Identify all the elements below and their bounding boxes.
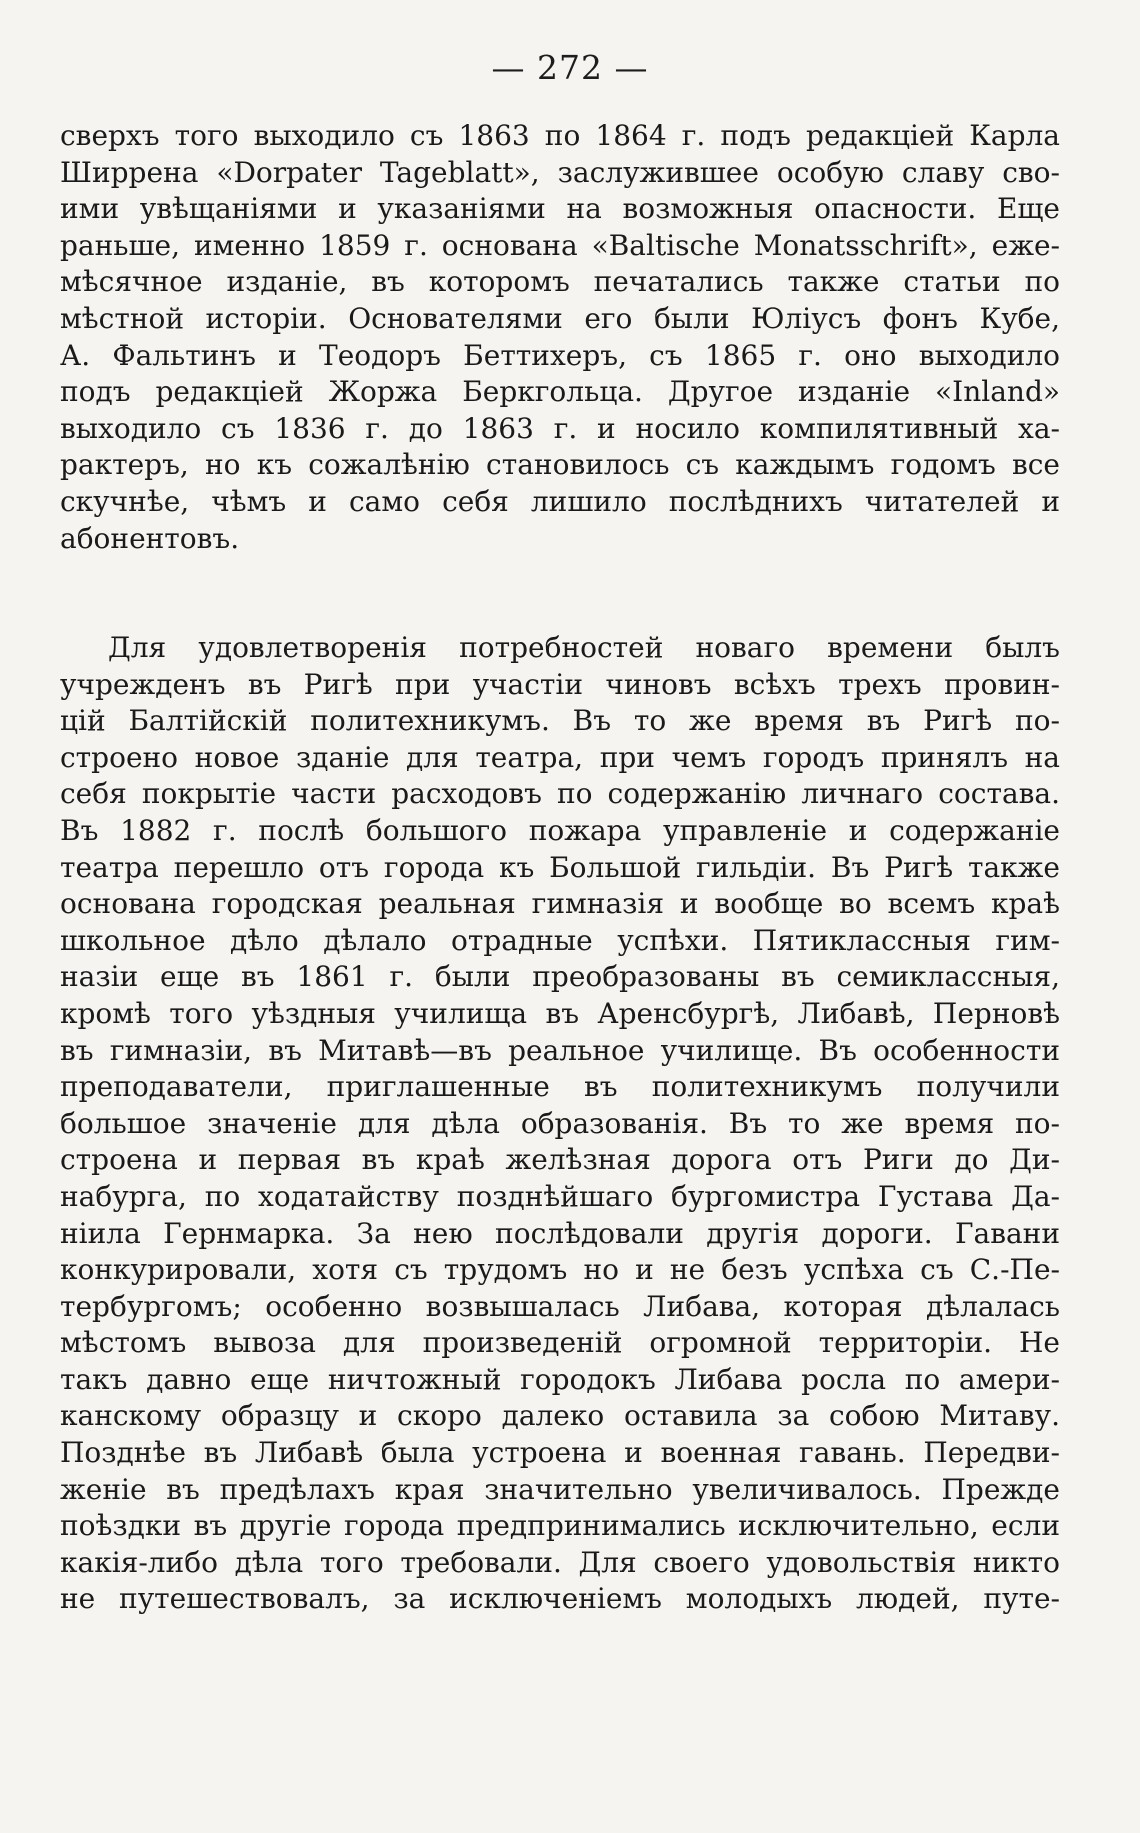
- text-line: мѣстной исторіи. Основателями его были Юліусъ фонъ Кубе,: [60, 301, 1060, 335]
- text-line: строена и первая въ краѣ желѣзная дорога отъ Риги до Ди-: [60, 1143, 1060, 1177]
- text-line: Для удовлетворенія потребностей новаго времени былъ: [108, 631, 1060, 664]
- paragraph-1: [60, 118, 1060, 557]
- text-line: въ гимназіи, въ Митавѣ—въ реальное училище. Въ особенности: [60, 1033, 1060, 1067]
- text-line: А. Фальтинъ и Теодоръ Беттихеръ, съ 1865 г. оно выходило: [60, 338, 1060, 372]
- text-line: преподаватели, приглашенные въ политехникумъ получили: [60, 1070, 1060, 1104]
- text-line: подъ редакціей Жоржа Беркгольца. Другое изданіе «Inland»: [60, 375, 1060, 409]
- text-line: набурга, по ходатайству позднѣйшаго бургомистра Густава Да-: [60, 1179, 1060, 1213]
- page-number: — 272 —: [491, 48, 649, 87]
- text-line: ими увѣщаніями и указаніями на возможныя опасности. Еще: [60, 192, 1060, 226]
- paragraph-2: [60, 630, 1060, 1618]
- text-line: не путешествовалъ, за исключеніемъ молодыхъ людей, путе-: [60, 1582, 1060, 1616]
- text-line: Ширрена «Dorpater Tageblatt», заслужившее особую славу сво-: [60, 155, 1060, 189]
- text-line: школьное дѣло дѣлало отрадные успѣхи. Пятиклассныя гим-: [60, 923, 1060, 957]
- text-line: кромѣ того уѣздныя училища въ Аренсбургѣ, Либавѣ, Перновѣ: [60, 996, 1060, 1030]
- text-line: конкурировали, хотя съ трудомъ но и не безъ успѣха съ С.-Пе-: [60, 1253, 1060, 1287]
- text-line: строено новое зданіе для театра, при чемъ городъ принялъ на: [60, 740, 1060, 774]
- text-line: себя покрытіе части расходовъ по содержанію личнаго состава.: [60, 777, 1060, 811]
- text-line: театра перешло отъ города къ Большой гильдіи. Въ Ригѣ также: [60, 850, 1060, 884]
- text-line: такъ давно еще ничтожный городокъ Либава росла по амери-: [60, 1362, 1060, 1396]
- text-line: цій Балтійскій политехникумъ. Въ то же время въ Ригѣ по-: [60, 704, 1060, 738]
- text-line: выходило съ 1836 г. до 1863 г. и носило компилятивный ха-: [60, 411, 1060, 445]
- text-line: мѣсячное изданіе, въ которомъ печатались также статьи по: [60, 265, 1060, 299]
- text-line: женіе въ предѣлахъ края значительно увеличивалось. Прежде: [60, 1472, 1060, 1506]
- text-line: тербургомъ; особенно возвышалась Либава, которая дѣлалась: [60, 1289, 1060, 1323]
- text-line: какія-либо дѣла того требовали. Для своего удовольствія никто: [60, 1545, 1060, 1579]
- text-line: большое значеніе для дѣла образованія. Въ то же время по-: [60, 1106, 1060, 1140]
- text-line: рактеръ, но къ сожалѣнію становилось съ каждымъ годомъ все: [60, 448, 1060, 482]
- text-line: абонентовъ.: [60, 521, 240, 555]
- text-line: раньше, именно 1859 г. основана «Baltische Monatsschrift», еже-: [60, 228, 1060, 262]
- text-line: основана городская реальная гимназія и вообще во всемъ краѣ: [60, 887, 1060, 921]
- text-line: назіи еще въ 1861 г. были преобразованы въ семиклассныя,: [60, 960, 1060, 994]
- text-line: ніила Гернмарка. За нею послѣдовали другія дороги. Гавани: [60, 1216, 1060, 1250]
- text-line: мѣстомъ вывоза для произведеній огромной территоріи. Не: [60, 1326, 1060, 1360]
- text-line: канскому образцу и скоро далеко оставила за собою Митаву.: [60, 1399, 1060, 1433]
- text-line: сверхъ того выходило съ 1863 по 1864 г. подъ редакціей Карла: [60, 119, 1060, 152]
- text-line: Позднѣе въ Либавѣ была устроена и военная гавань. Передви-: [60, 1436, 1060, 1470]
- text-line: скучнѣе, чѣмъ и само себя лишило послѣднихъ читателей и: [60, 484, 1060, 518]
- text-line: Въ 1882 г. послѣ большого пожара управленіе и содержаніе: [60, 813, 1060, 847]
- text-line: учрежденъ въ Ригѣ при участіи чиновъ всѣхъ трехъ провин-: [60, 667, 1060, 701]
- text-line: поѣздки въ другіе города предпринимались исключительно, если: [60, 1509, 1060, 1543]
